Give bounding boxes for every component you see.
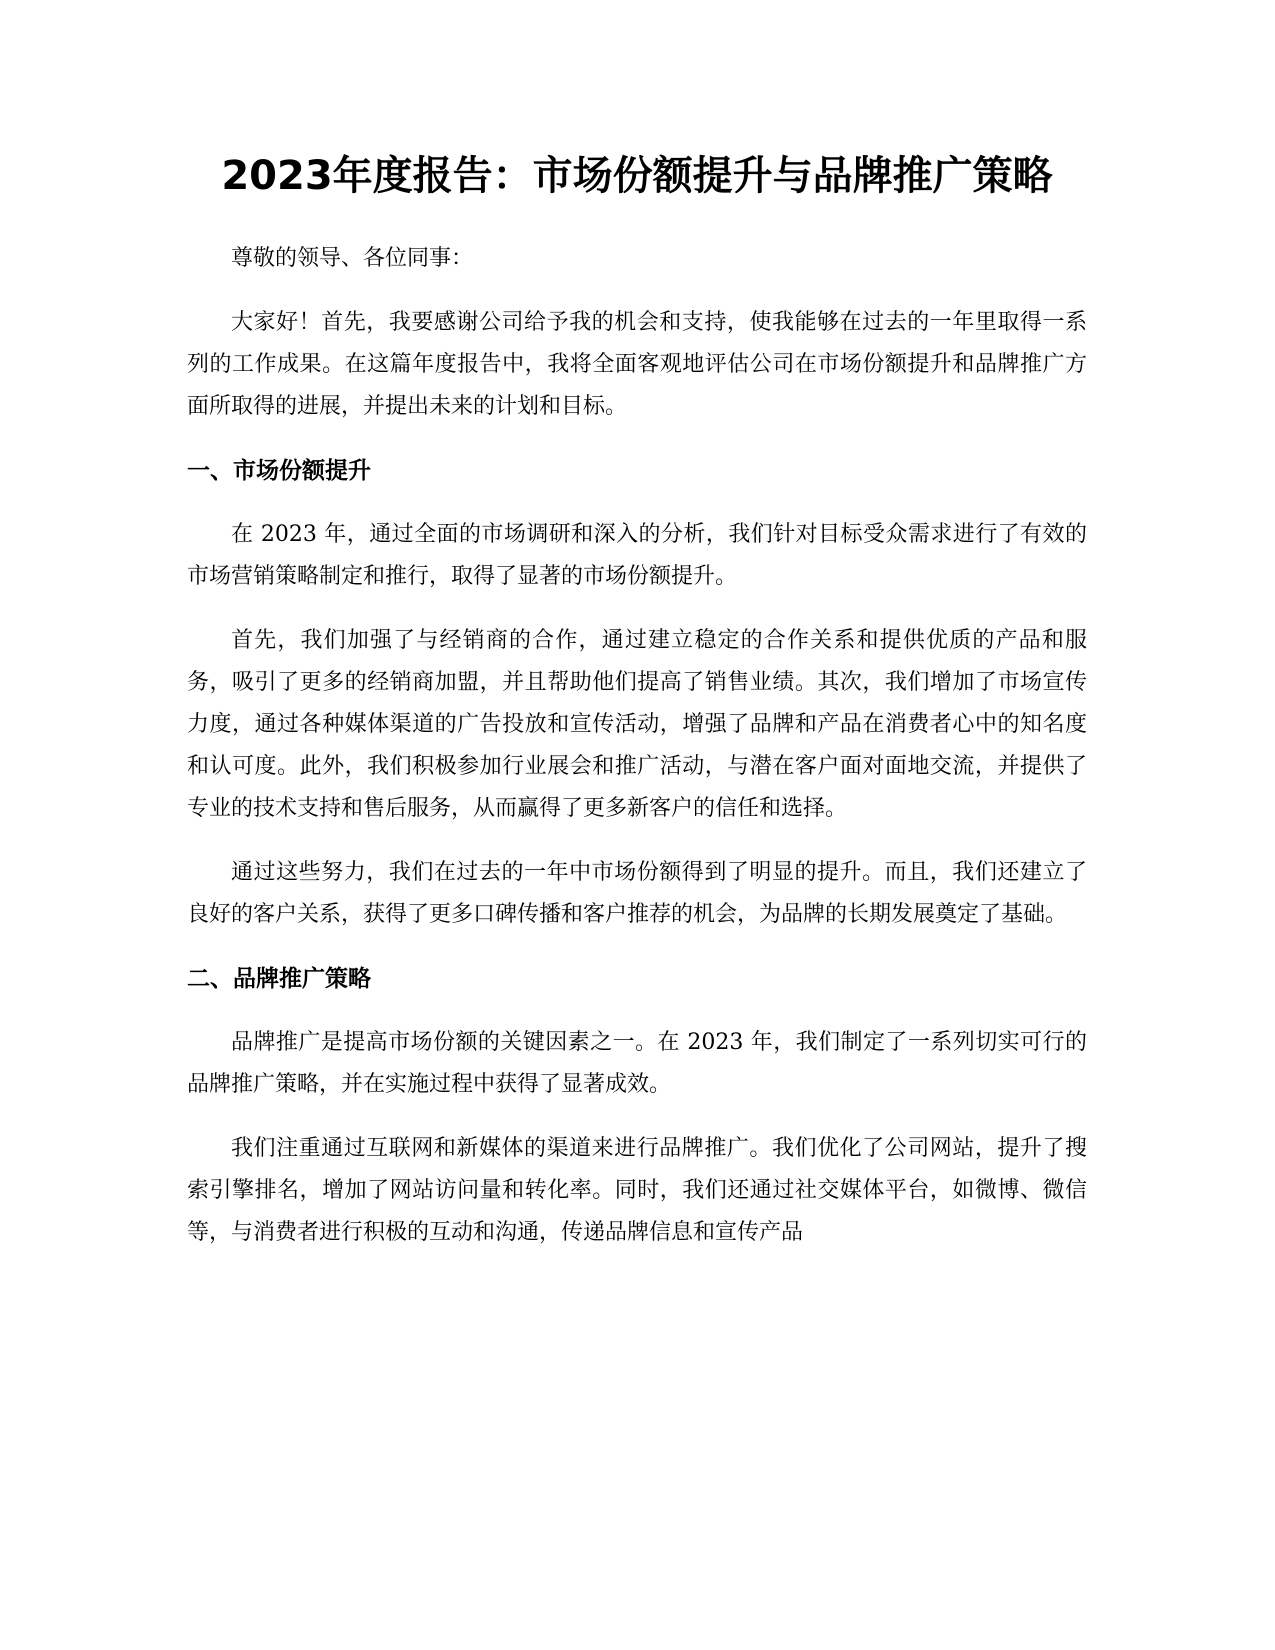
section2-paragraph-2: 我们注重通过互联网和新媒体的渠道来进行品牌推广。我们优化了公司网站，提升了搜索引擎排名，增加了网站访问量和转化率。同时，我们还通过社交媒体平台，如微博、微信等，与消费者进行积极的互动和沟通，传递品牌信息和宣传产品 xyxy=(187,1136,1087,1245)
intro-paragraph: 大家好！首先，我要感谢公司给予我的机会和支持，使我能够在过去的一年里取得一系列的工作成果。在这篇年度报告中，我将全面客观地评估公司在市场份额提升和品牌推广方面所取得的进展，并提出未来的计划和目标。 xyxy=(187,310,1087,419)
section1-paragraph-2: 首先，我们加强了与经销商的合作，通过建立稳定的合作关系和提供优质的产品和服务，吸引了更多的经销商加盟，并且帮助他们提高了销售业绩。其次，我们增加了市场宣传力度，通过各种媒体渠道的广告投放和宣传活动，增强了品牌和产品在消费者心中的知名度和认可度。此外，我们积极参加行业展会和推广活动，与潜在客户面对面地交流，并提供了专业的技术支持和售后服务，从而赢得了更多新客户的信任和选择。 xyxy=(187,628,1087,821)
section2-paragraph-1: 品牌推广是提高市场份额的关键因素之一。在 2023 年，我们制定了一系列切实可行的品牌推广策略，并在实施过程中获得了显著成效。 xyxy=(187,1030,1087,1097)
section-heading-market-share: 一、市场份额提升 xyxy=(187,458,371,484)
section1-paragraph-1: 在 2023 年，通过全面的市场调研和深入的分析，我们针对目标受众需求进行了有效的市场营销策略制定和推行，取得了显著的市场份额提升。 xyxy=(187,522,1087,589)
section-heading-brand-promotion: 二、品牌推广策略 xyxy=(187,966,371,992)
section1-paragraph-3: 通过这些努力，我们在过去的一年中市场份额得到了明显的提升。而且，我们还建立了良好的客户关系，获得了更多口碑传播和客户推荐的机会，为品牌的长期发展奠定了基础。 xyxy=(187,860,1087,927)
document-body xyxy=(187,140,1087,1276)
document-title: 2023年度报告：市场份额提升与品牌推广策略 xyxy=(221,153,1053,199)
greeting-paragraph: 尊敬的领导、各位同事： xyxy=(231,246,474,271)
